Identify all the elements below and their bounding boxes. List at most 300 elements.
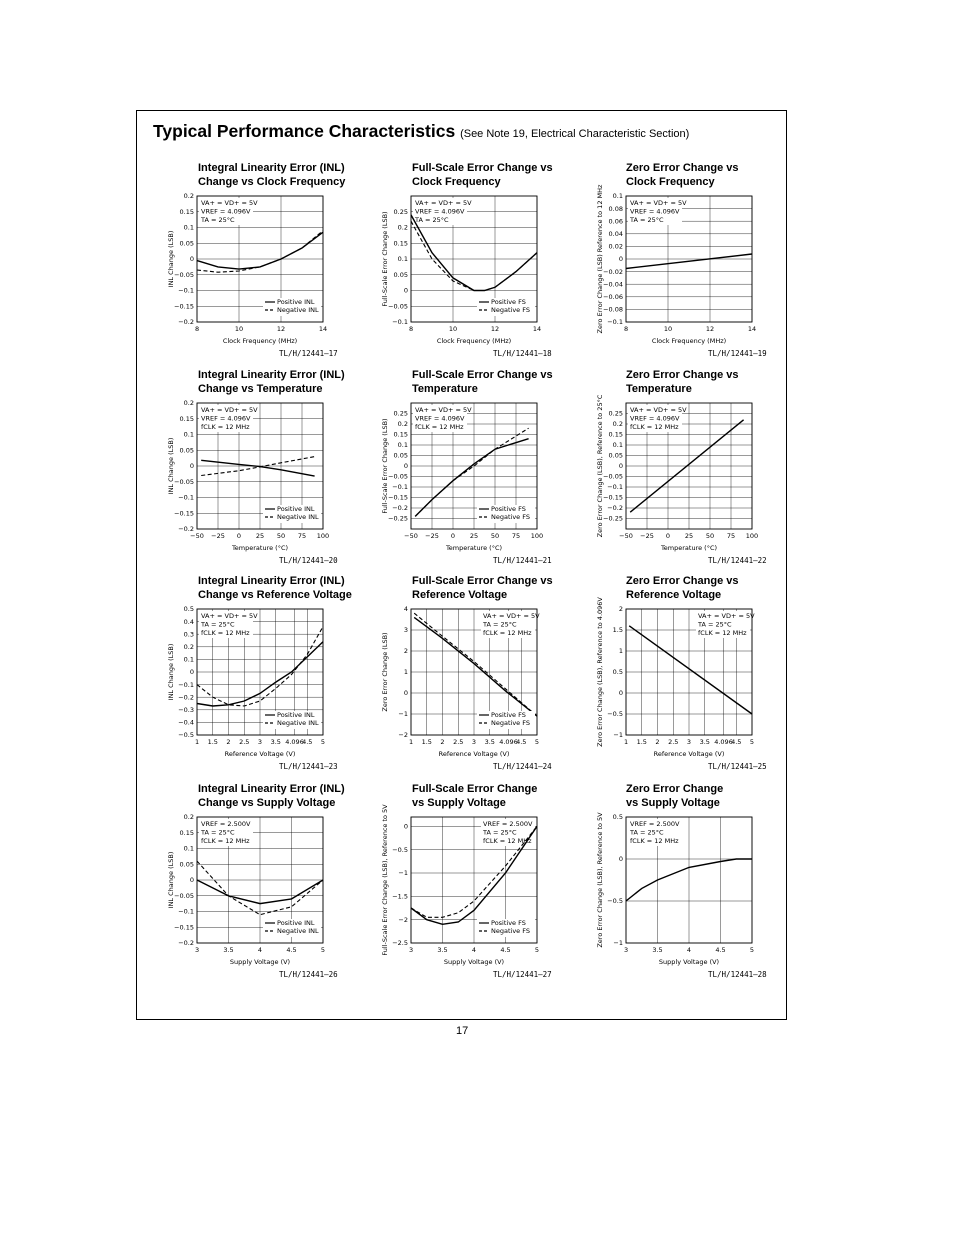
chart-title-line: Full-Scale Error Change vs	[412, 369, 553, 381]
chart-title-line: Reference Voltage	[626, 588, 722, 601]
chart-title	[626, 369, 738, 396]
chart-title-line: Zero Error Change vs	[626, 369, 739, 381]
chart-p6	[596, 394, 759, 552]
y-tick-label: 0.2	[612, 420, 623, 429]
y-axis-label: Full-Scale Error Change (LSB)	[381, 211, 389, 307]
legend	[263, 298, 321, 316]
y-axis-label: Zero Error Change (LSB) Reference to 12 MHz	[596, 184, 604, 334]
x-tick-label: 8	[623, 325, 629, 333]
y-tick-label: −0.1	[178, 680, 194, 689]
y-tick-label: 1.5	[612, 626, 623, 635]
x-tick-label: 50	[490, 532, 500, 540]
y-tick-label: −0.3	[178, 706, 194, 714]
y-tick-label: 0.05	[393, 270, 408, 279]
x-tick-label: 10	[234, 325, 244, 333]
condition-text: VA+ = VD+ = 5V	[201, 406, 258, 414]
y-tick-label: 0	[403, 462, 408, 471]
y-tick-label: −1	[398, 710, 408, 719]
x-tick-label: 25	[684, 532, 694, 540]
x-tick-label: 5	[534, 738, 540, 746]
chart-title-line: Change vs Clock Frequency	[198, 175, 346, 188]
chart-p12	[596, 812, 755, 966]
condition-text: VREF = 4.096V	[630, 207, 680, 216]
y-tick-label: 0.15	[179, 207, 194, 216]
x-tick-label: 3.5	[484, 738, 495, 746]
x-tick-label: 14	[532, 325, 542, 333]
y-tick-label: 0	[403, 689, 408, 698]
y-tick-label: 0.1	[612, 441, 623, 450]
y-tick-label: 0.02	[608, 242, 623, 251]
chart-p9	[596, 597, 755, 758]
x-tick-label: −25	[425, 532, 439, 540]
x-tick-label: 4.096	[714, 738, 733, 746]
y-tick-label: −0.08	[603, 305, 623, 314]
condition-text: TA = 25°C	[201, 828, 235, 837]
y-tick-label: −0.05	[388, 472, 408, 481]
condition-text: VA+ = VD+ = 5V	[630, 406, 687, 414]
y-tick-label: 0	[618, 255, 623, 264]
y-tick-label: −0.2	[178, 318, 194, 327]
y-tick-label: 0.2	[183, 399, 194, 408]
condition-text: fCLK = 12 MHz	[483, 837, 532, 845]
x-tick-label: −50	[404, 532, 418, 540]
chart-p10	[167, 813, 326, 966]
x-tick-label: 10	[663, 325, 673, 333]
chart-title-line: Temperature	[626, 382, 692, 395]
condition-text: VA+ = VD+ = 5V	[415, 406, 472, 414]
x-tick-label: −50	[619, 532, 633, 540]
legend	[477, 919, 535, 937]
y-tick-label: 1	[403, 668, 408, 677]
x-tick-label: 12	[490, 325, 500, 333]
legend-label: Negative FS	[491, 306, 530, 314]
y-tick-label: 0.1	[183, 655, 194, 664]
x-tick-label: −50	[190, 532, 204, 540]
x-tick-label: 50	[705, 532, 715, 540]
series-line	[415, 428, 528, 516]
chart-p2	[381, 196, 542, 345]
x-tick-label: 3	[408, 946, 414, 954]
chart-p4	[167, 399, 330, 552]
y-tick-label: −0.5	[392, 845, 408, 854]
condition-text: fCLK = 12 MHz	[630, 837, 679, 845]
condition-text: fCLK = 12 MHz	[483, 629, 532, 637]
legend	[477, 298, 535, 316]
y-tick-label: 0.15	[393, 430, 408, 439]
x-tick-label: 8	[408, 325, 414, 333]
y-tick-label: −2.5	[392, 939, 408, 948]
y-tick-label: −0.5	[607, 897, 623, 906]
y-tick-label: 0.25	[608, 409, 623, 418]
x-axis-label: Clock Frequency (MHz)	[651, 337, 727, 345]
y-tick-label: −0.15	[388, 493, 408, 502]
y-tick-label: 0.15	[179, 414, 194, 423]
x-tick-label: 4.5	[715, 946, 726, 954]
y-tick-label: 0.2	[397, 420, 408, 429]
x-tick-label: 5	[749, 738, 755, 746]
legend-label: Negative FS	[491, 719, 530, 727]
x-axis-label: Supply Voltage (V)	[443, 958, 505, 966]
chart-title	[626, 575, 738, 602]
y-tick-label: 0.05	[179, 446, 194, 455]
chart-p7	[167, 605, 326, 758]
y-axis-label: Zero Error Change (LSB), Reference to 25°C	[596, 394, 604, 538]
series-line	[629, 626, 752, 714]
y-tick-label: −0.1	[607, 318, 623, 327]
legend-label: Positive INL	[277, 298, 315, 306]
y-tick-label: −0.2	[607, 504, 623, 513]
y-tick-label: −0.15	[174, 509, 194, 518]
x-axis-label: Reference Voltage (V)	[224, 750, 296, 758]
x-tick-label: 0	[450, 532, 456, 540]
condition-text: VA+ = VD+ = 5V	[415, 199, 472, 207]
y-tick-label: −0.2	[392, 504, 408, 513]
y-tick-label: −0.2	[178, 693, 194, 702]
condition-text: VA+ = VD+ = 5V	[201, 612, 258, 620]
chart-title	[198, 575, 352, 602]
x-tick-label: 25	[255, 532, 265, 540]
legend	[263, 919, 321, 937]
y-tick-label: −0.1	[392, 318, 408, 327]
legend	[263, 711, 321, 729]
y-tick-label: −0.05	[174, 270, 194, 279]
legend	[477, 711, 535, 729]
x-tick-label: 3.5	[437, 946, 448, 954]
y-tick-label: −0.05	[603, 472, 623, 481]
series-line	[411, 221, 537, 290]
x-tick-label: 3	[686, 738, 692, 746]
condition-text: TA = 25°C	[201, 216, 235, 224]
x-tick-label: 2	[440, 738, 445, 746]
condition-text: VREF = 2.500V	[483, 820, 533, 828]
y-tick-label: 0.15	[179, 828, 194, 837]
conditions-box	[199, 198, 258, 225]
chart-title	[412, 369, 553, 396]
condition-text: VREF = 4.096V	[415, 207, 465, 216]
y-tick-label: −2	[398, 915, 408, 924]
series-line	[197, 232, 323, 269]
x-tick-label: 1	[623, 738, 629, 746]
y-tick-label: 0.08	[608, 204, 623, 213]
x-tick-label: 14	[747, 325, 757, 333]
condition-text: VREF = 4.096V	[201, 207, 251, 216]
x-tick-label: 3	[257, 738, 263, 746]
y-tick-label: 0.15	[393, 239, 408, 248]
y-tick-label: −0.4	[178, 718, 194, 727]
x-tick-label: 100	[530, 532, 544, 540]
y-tick-label: −0.02	[603, 267, 623, 276]
figure-reference: TL/H/12441–25	[708, 762, 767, 771]
y-tick-label: −1	[613, 731, 623, 740]
conditions-box	[199, 611, 258, 638]
y-tick-label: 0	[403, 286, 408, 295]
x-tick-label: 4	[686, 946, 692, 954]
y-tick-label: 0.2	[183, 643, 194, 651]
y-tick-label: −1	[398, 869, 408, 878]
x-tick-label: 2	[655, 738, 660, 746]
x-tick-label: 2.5	[239, 738, 250, 746]
figure-reference: TL/H/12441–26	[279, 970, 338, 979]
y-tick-label: −1.5	[392, 892, 408, 901]
x-tick-label: 2	[226, 738, 231, 746]
y-tick-label: −0.04	[603, 280, 623, 289]
y-tick-label: −0.05	[174, 477, 194, 486]
chart-p3	[596, 184, 757, 345]
y-tick-label: −0.1	[178, 493, 194, 502]
condition-text: TA = 25°C	[630, 216, 664, 224]
chart-p11	[381, 804, 540, 966]
x-tick-label: 4.096	[499, 738, 518, 746]
chart-title-line: Zero Error Change vs	[626, 575, 739, 587]
x-axis-label: Supply Voltage (V)	[229, 958, 291, 966]
x-tick-label: −25	[211, 532, 225, 540]
legend-label: Negative INL	[277, 513, 319, 521]
x-axis-label: Temperature (°C)	[660, 544, 718, 552]
page-number: 17	[456, 1025, 469, 1037]
conditions-box	[628, 819, 682, 846]
x-tick-label: 1.5	[421, 738, 432, 746]
y-tick-label: 0	[618, 855, 623, 864]
y-tick-label: −0.1	[607, 483, 623, 492]
x-tick-label: 2.5	[453, 738, 464, 746]
y-axis-label: Full-Scale Error Change (LSB)	[381, 418, 389, 514]
y-tick-label: 0.3	[183, 630, 194, 639]
x-tick-label: 3.5	[270, 738, 281, 746]
y-axis-label: INL Change (LSB)	[167, 230, 175, 288]
condition-text: TA = 25°C	[201, 620, 235, 629]
condition-text: VA+ = VD+ = 5V	[483, 612, 540, 620]
x-tick-label: −25	[640, 532, 654, 540]
y-tick-label: 0.25	[393, 207, 408, 216]
conditions-box	[481, 611, 540, 638]
y-tick-label: 0.1	[397, 255, 408, 264]
y-tick-label: 0.05	[179, 239, 194, 248]
x-tick-label: 10	[448, 325, 458, 333]
y-tick-label: 2	[403, 647, 408, 656]
x-tick-label: 8	[194, 325, 200, 333]
x-tick-label: 1.5	[207, 738, 218, 746]
y-tick-label: 0.1	[612, 192, 623, 201]
x-tick-label: 5	[534, 946, 540, 954]
y-tick-label: −1	[613, 939, 623, 948]
x-tick-label: 75	[726, 532, 736, 540]
x-tick-label: 4.5	[302, 738, 313, 746]
y-tick-label: 0.2	[183, 813, 194, 822]
x-tick-label: 12	[276, 325, 286, 333]
x-tick-label: 5	[749, 946, 755, 954]
legend-label: Negative INL	[277, 719, 319, 727]
series-line	[626, 254, 752, 269]
chart-title	[626, 783, 723, 810]
chart-title	[626, 162, 738, 189]
condition-text: VREF = 4.096V	[630, 414, 680, 423]
y-tick-label: 0	[618, 462, 623, 471]
y-tick-label: −0.5	[607, 710, 623, 719]
y-tick-label: 0.06	[608, 217, 623, 226]
condition-text: fCLK = 12 MHz	[698, 629, 747, 637]
condition-text: VREF = 4.096V	[415, 414, 465, 423]
y-tick-label: −0.15	[603, 493, 623, 502]
x-tick-label: 100	[745, 532, 759, 540]
figure-reference: TL/H/12441–21	[493, 556, 552, 565]
figure-reference: TL/H/12441–23	[279, 762, 338, 771]
legend	[477, 505, 535, 523]
condition-text: TA = 25°C	[630, 828, 664, 837]
y-tick-label: 0.5	[612, 813, 623, 822]
figure-reference: TL/H/12441–20	[279, 556, 338, 565]
x-tick-label: 4.5	[516, 738, 527, 746]
y-tick-label: 0.15	[608, 430, 623, 439]
y-tick-label: 0.2	[183, 192, 194, 201]
x-tick-label: 2.5	[668, 738, 679, 746]
chart-title-line: Clock Frequency	[412, 175, 501, 188]
chart-title-line: Full-Scale Error Change	[412, 783, 538, 795]
x-tick-label: 4	[471, 946, 477, 954]
figure-reference: TL/H/12441–22	[708, 556, 767, 565]
chart-title-line: Zero Error Change vs	[626, 162, 739, 174]
y-tick-label: 0.25	[393, 409, 408, 418]
x-tick-label: 5	[320, 946, 326, 954]
y-tick-label: 2	[618, 605, 623, 614]
x-tick-label: 0	[236, 532, 242, 540]
chart-p1	[167, 192, 328, 345]
y-tick-label: 0.05	[179, 860, 194, 869]
x-tick-label: 3.5	[223, 946, 234, 954]
chart-title	[412, 162, 553, 189]
condition-text: fCLK = 12 MHz	[201, 423, 250, 431]
x-tick-label: 4.5	[731, 738, 742, 746]
x-tick-label: 1	[194, 738, 200, 746]
y-axis-label: Zero Error Change (LSB), Reference to 5V	[596, 812, 604, 948]
chart-p8	[381, 605, 540, 758]
condition-text: VA+ = VD+ = 5V	[201, 199, 258, 207]
y-tick-label: 0.2	[397, 223, 408, 232]
y-tick-label: 3	[403, 626, 408, 635]
legend-label: Negative INL	[277, 306, 319, 314]
y-tick-label: 0.1	[397, 441, 408, 450]
figure-reference: TL/H/12441–19	[708, 349, 767, 358]
x-tick-label: 3	[623, 946, 629, 954]
condition-text: VA+ = VD+ = 5V	[698, 612, 755, 620]
y-tick-label: −0.05	[174, 891, 194, 900]
y-tick-label: −0.2	[178, 525, 194, 534]
y-tick-label: −2	[398, 731, 408, 740]
y-tick-label: 0.1	[183, 223, 194, 232]
x-tick-label: 3	[471, 738, 477, 746]
chart-title	[198, 783, 345, 810]
legend-label: Positive INL	[277, 711, 315, 719]
y-tick-label: 1	[618, 647, 623, 656]
y-tick-label: −0.1	[178, 907, 194, 916]
conditions-box	[199, 819, 253, 846]
chart-title	[198, 369, 345, 396]
legend-label: Positive FS	[491, 298, 526, 306]
condition-text: fCLK = 12 MHz	[201, 629, 250, 637]
chart-title-line: vs Supply Voltage	[412, 796, 506, 809]
y-tick-label: −0.15	[174, 302, 194, 311]
x-axis-label: Temperature (°C)	[445, 544, 503, 552]
y-tick-label: 0.1	[183, 430, 194, 439]
y-tick-label: 4	[403, 605, 408, 614]
x-tick-label: 4	[257, 946, 263, 954]
y-axis-label: Full-Scale Error Change (LSB), Reference to 5V	[381, 804, 389, 956]
chart-title-line: Zero Error Change	[626, 783, 724, 795]
chart-title-line: Integral Linearity Error (INL)	[198, 162, 345, 174]
y-tick-label: −0.25	[388, 514, 408, 523]
condition-text: fCLK = 12 MHz	[201, 837, 250, 845]
figure-reference: TL/H/12441–24	[493, 762, 552, 771]
y-tick-label: 0.1	[183, 844, 194, 853]
chart-title-line: Change vs Temperature	[198, 382, 323, 395]
chart-title-line: Full-Scale Error Change vs	[412, 162, 553, 174]
chart-title-line: Integral Linearity Error (INL)	[198, 783, 345, 795]
chart-title-line: Change vs Reference Voltage	[198, 588, 352, 601]
y-tick-label: 0	[189, 255, 194, 264]
page-subtitle: (See Note 19, Electrical Characteristic Section)	[460, 128, 690, 140]
chart-title-line: Full-Scale Error Change vs	[412, 575, 553, 587]
x-tick-label: 0	[665, 532, 671, 540]
series-line	[201, 460, 314, 476]
legend-label: Negative FS	[491, 513, 530, 521]
figure-reference: TL/H/12441–18	[493, 349, 552, 358]
condition-text: VREF = 2.500V	[201, 820, 251, 828]
condition-text: fCLK = 12 MHz	[415, 423, 464, 431]
x-axis-label: Reference Voltage (V)	[438, 750, 510, 758]
legend-label: Positive FS	[491, 711, 526, 719]
y-tick-label: 0	[189, 876, 194, 885]
x-axis-label: Clock Frequency (MHz)	[436, 337, 512, 345]
chart-title	[412, 783, 537, 810]
series-line	[411, 215, 537, 291]
x-tick-label: 100	[316, 532, 330, 540]
x-tick-label: 5	[320, 738, 326, 746]
condition-text: TA = 25°C	[483, 620, 517, 629]
y-axis-label: INL Change (LSB)	[167, 851, 175, 909]
y-tick-label: −0.1	[178, 286, 194, 295]
y-axis-label: Zero Error Change (LSB)	[381, 632, 389, 712]
condition-text: VREF = 2.500V	[630, 820, 680, 828]
y-tick-label: −0.5	[178, 731, 194, 740]
y-axis-label: INL Change (LSB)	[167, 643, 175, 701]
condition-text: TA = 25°C	[483, 828, 517, 837]
y-tick-label: 0.05	[608, 451, 623, 460]
x-tick-label: 4.5	[500, 946, 511, 954]
chart-title-line: vs Supply Voltage	[626, 796, 720, 809]
legend-label: Positive FS	[491, 919, 526, 927]
figure-reference: TL/H/12441–28	[708, 970, 767, 979]
conditions-box	[413, 405, 472, 432]
condition-text: VREF = 4.096V	[201, 414, 251, 423]
conditions-box	[628, 405, 687, 432]
legend-label: Negative INL	[277, 927, 319, 935]
chart-title-line: Reference Voltage	[412, 588, 508, 601]
chart-title-line: Integral Linearity Error (INL)	[198, 575, 345, 587]
legend	[263, 505, 321, 523]
x-tick-label: 50	[276, 532, 286, 540]
conditions-box	[696, 611, 755, 638]
y-axis-label: Zero Error Change (LSB), Reference to 4.096V	[596, 597, 604, 747]
conditions-box	[413, 198, 472, 225]
legend-label: Negative FS	[491, 927, 530, 935]
y-tick-label: −0.05	[388, 302, 408, 311]
y-tick-label: 0.4	[183, 617, 194, 626]
conditions-box	[199, 405, 258, 432]
y-tick-label: −0.06	[603, 293, 623, 301]
y-tick-label: −0.1	[392, 483, 408, 492]
x-tick-label: 4.096	[285, 738, 304, 746]
x-tick-label: 75	[297, 532, 307, 540]
chart-title-line: Integral Linearity Error (INL)	[198, 369, 345, 381]
